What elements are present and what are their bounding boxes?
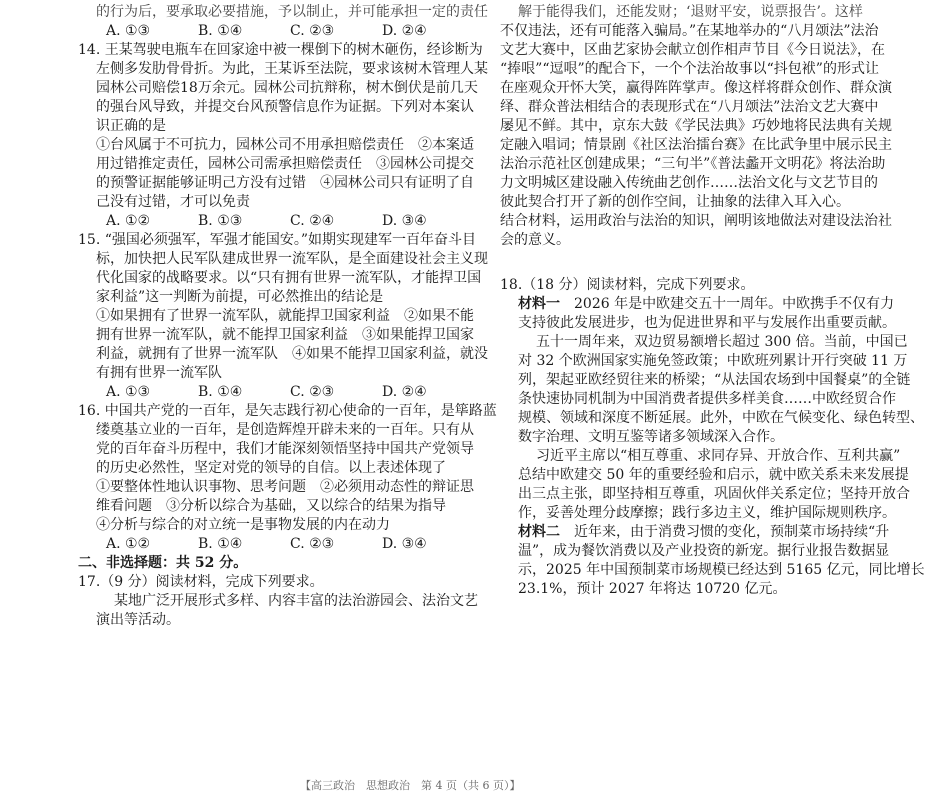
material-line: 屡见不鲜。其中，京东大鼓《学民法典》巧妙地将民法典有关规: [500, 118, 892, 134]
q14-line: 用过错推定责任，园林公司需承担赔偿责任 ③园林公司提交: [96, 156, 474, 172]
option-d: D. ②④: [382, 23, 427, 39]
task-line: 会的意义。: [500, 232, 570, 248]
material-1-label: 材料一: [518, 296, 560, 312]
material-2: [518, 522, 889, 542]
option-b: B. ①④: [198, 536, 243, 552]
option-c: C. ②④: [290, 213, 335, 229]
material-line: 不仅违法，还有可能落入骗局。”在某地举办的“八月颂法”法治: [500, 23, 879, 39]
m1-line: 习近平主席以“相互尊重、求同存异、开放合作、互利共赢”: [536, 448, 901, 464]
material-line: 在座观众开怀大笑，赢得阵阵掌声。像这样将群众创作、群众演: [500, 80, 892, 96]
q17-line: 演出等活动。: [96, 612, 180, 628]
q17-head: 17.（9 分）阅读材料，完成下列要求。: [78, 574, 324, 590]
q14-line: 的强台风导致，并提交台风预警信息作为证据。下列对本案认: [96, 99, 474, 115]
q17-line: 某地广泛开展形式多样、内容丰富的法治游园会、法治文艺: [114, 593, 478, 609]
m1-line: 列，架起亚欧经贸往来的桥梁；“从法国农场到中国餐桌”的全链: [518, 372, 911, 388]
m1-line: 作，妥善处理分歧摩擦；践行多边主义，维护国际规则秩序。: [518, 505, 896, 521]
q15-line: 拥有世界一流军队，就不能捍卫国家利益 ③如果能捍卫国家: [96, 327, 474, 343]
q14-line: 己没有过错，才可以免责: [96, 194, 250, 210]
q16-line: 维看问题 ③分析以综合为基础，又以综合的结果为指导: [96, 498, 446, 514]
option-c: C. ②③: [290, 536, 335, 552]
m1-line: 数字治理、文明互鉴等诸多领域深入合作。: [518, 429, 784, 445]
q14-line: 14. 王某驾驶电瓶车在回家途中被一棵倒下的树木砸伤，经诊断为: [78, 42, 483, 58]
q16-line: 党的百年奋斗历程中，我们才能深刻领悟坚持中国共产党领导: [96, 441, 474, 457]
q15-line: 代化国家的战略要求。以“只有拥有世界一流军队，才能捍卫国: [96, 270, 482, 286]
option-a: A. ①②: [106, 213, 151, 229]
material-1-first: 2026 年是中欧建交五十一周年。中欧携手不仅有力: [560, 296, 895, 312]
material-line: 绎、群众普法相结合的表现形式在“八月颂法”法治文艺大赛中: [500, 99, 879, 115]
option-d: D. ③④: [382, 536, 427, 552]
q15-line: 有拥有世界一流军队: [96, 365, 222, 381]
q14-line: 左侧多发肋骨骨折。为此，王某诉至法院，要求该树木管理人某: [96, 61, 488, 77]
option-b: B. ①④: [198, 23, 243, 39]
option-b: B. ①③: [198, 213, 243, 229]
m2-line: 温”，成为餐饮消费以及产业投资的新宠。据行业报告数据显: [518, 543, 890, 559]
m1-line: 出三点主张，即坚持相互尊重，巩固伙伴关系定位；坚持开放合: [518, 486, 910, 502]
q15-line: 15. “强国必须强军，军强才能国安。”如期实现建军一百年奋斗目: [78, 232, 477, 248]
option-b: B. ①④: [198, 384, 243, 400]
task-line: 结合材料，运用政治与法治的知识，阐明该地做法对建设法治社: [500, 213, 892, 229]
m2-line: 23.1%，预计 2027 年将达 10720 亿元。: [518, 581, 787, 597]
q14-line: ①台风属于不可抗力，园林公司不用承担赔偿责任 ②本案适: [96, 137, 474, 153]
m1-line: 支持彼此发展进步，也为促进世界和平与发展作出重要贡献。: [518, 315, 896, 331]
material-line: 文艺大赛中，区曲艺家协会献立创作相声节目《今日说法》，在: [500, 42, 885, 58]
page-footer: 【高三政治 思想政治 第 4 页（共 6 页）】: [300, 779, 521, 792]
q16-line: ①要整体性地认识事物、思考问题 ②必须用动态性的辩证思: [96, 479, 474, 495]
material-line: 法治示范社区创建成果；“三句半”《普法蠡开文明花》将法治助: [500, 156, 886, 172]
option-d: D. ②④: [382, 384, 427, 400]
top-cut-line: 的行为后，要承取必要措施，予以制止，并可能承担一定的责任: [96, 4, 488, 20]
material-2-label: 材料二: [518, 524, 560, 540]
q13-options: [106, 21, 470, 41]
option-a: A. ①②: [106, 536, 151, 552]
material-line: “捧哏”“逗哏”的配合下，一个个法治故事以“抖包袱”的形式让: [500, 61, 879, 77]
section-heading: 二、非选择题：共 52 分。: [78, 555, 248, 571]
q14-line: 识正确的是: [96, 118, 166, 134]
m2-line: 示，2025 年中国预制菜市场规模已经达到 5165 亿元，同比增长: [518, 562, 925, 578]
m1-line: 对 32 个欧洲国家实施免签政策；中欧班列累计开行突破 11 万: [518, 353, 908, 369]
material-1: [518, 294, 894, 314]
option-d: D. ③④: [382, 213, 427, 229]
m1-line: 规模、领域和深度不断延展。此外，中欧在气候变化、绿色转型、: [518, 410, 924, 426]
q15-line: 家利益”这一判断为前提，可必然推出的结论是: [96, 289, 384, 305]
material-line: 力文明城区建设融入传统曲艺创作……法治文化与文艺节目的: [500, 175, 878, 191]
option-a: A. ①③: [106, 384, 151, 400]
q14-options: [106, 211, 470, 231]
option-c: C. ②③: [290, 23, 335, 39]
q16-line: 16. 中国共产党的一百年，是矢志践行初心使命的一百年，是筚路蓝: [78, 403, 497, 419]
option-a: A. ①③: [106, 23, 151, 39]
q15-line: 标，加快把人民军队建成世界一流军队，是全面建设社会主义现: [96, 251, 488, 267]
top-cut-line: 解于能得我们，还能发财；‘退财平安，说票报告’。这样: [518, 4, 863, 20]
m1-line: 五十一周年来，双边贸易额增长超过 300 倍。当前，中国已: [536, 334, 908, 350]
q16-options: [106, 534, 470, 554]
q14-line: 园林公司赔偿18万余元。园林公司抗辩称，树木倒伏是前几天: [96, 80, 478, 96]
q16-line: 的历史必然性，坚定对党的领导的自信。以上表述体现了: [96, 460, 446, 476]
q15-options: [106, 382, 470, 402]
m1-line: 条快速协同机制为中国消费者提供多样美食……中欧经贸合作: [518, 391, 896, 407]
q16-line: 缕奠基立业的一百年，是创造辉煌开辟未来的一百年。只有从: [96, 422, 474, 438]
material-line: 彼此契合打开了新的创作空间，让抽象的法律入耳入心。: [500, 194, 850, 210]
material-2-first: 近年来，由于消费习惯的变化，预制菜市场持续“升: [560, 524, 890, 540]
q15-line: 利益，就拥有了世界一流军队 ④如果不能捍卫国家利益，就没: [96, 346, 488, 362]
q14-line: 的预警证据能够证明己方没有过错 ④园林公司只有证明了自: [96, 175, 474, 191]
option-c: C. ②③: [290, 384, 335, 400]
q16-line: ④分析与综合的对立统一是事物发展的内在动力: [96, 517, 390, 533]
q18-head: 18.（18 分）阅读材料，完成下列要求。: [500, 277, 755, 293]
q15-line: ①如果拥有了世界一流军队，就能捍卫国家利益 ②如果不能: [96, 308, 474, 324]
m1-line: 总结中欧建交 50 年的重要经验和启示，就中欧关系未来发展提: [518, 467, 909, 483]
material-line: 定融入唱词；情景剧《社区法治擂台赛》在比武争里中展示民主: [500, 137, 892, 153]
